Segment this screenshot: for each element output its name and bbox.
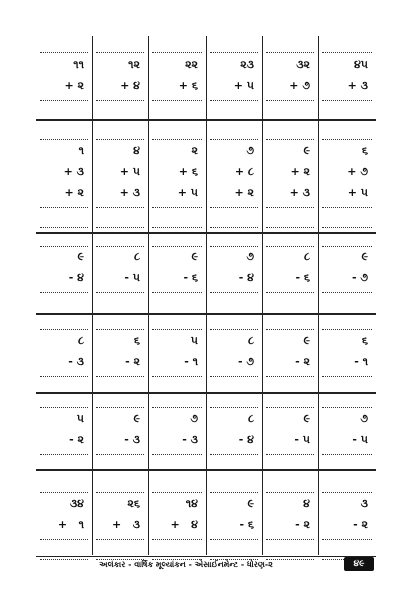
problem-operand: - ૩ — [182, 433, 198, 446]
problem-operand: + ૨ — [290, 165, 310, 178]
dotted-line — [210, 52, 258, 53]
dotted-line — [152, 329, 202, 330]
problem-operand: - ૩ — [124, 433, 140, 446]
answer-line — [40, 454, 88, 455]
answer-line — [152, 454, 202, 455]
problem-top-number: ૫ — [76, 412, 84, 425]
problem-top-number: ૩ — [360, 497, 368, 510]
problem-top-number: ૧૪ — [185, 497, 198, 510]
answer-line — [96, 376, 144, 377]
answer-line — [266, 539, 314, 540]
problem-operand: + ૨ — [64, 79, 84, 92]
problem-operand: - ૬ — [183, 271, 198, 284]
answer-line — [322, 539, 372, 540]
problem-top-number: ૬ — [361, 144, 368, 157]
footer-title: અલંકાર - વાર્ષિક મૂલ્યાંકન - એસાઈનમેન્ટ - ધોરણ-૨ — [99, 560, 273, 569]
problem-top-number: ૭ — [246, 144, 254, 157]
problem-operand: + ૫ — [119, 165, 140, 178]
dotted-line — [152, 492, 202, 493]
problem-operand: + ૩ — [347, 79, 368, 92]
dotted-line — [210, 329, 258, 330]
problem-top-number: ૮ — [303, 250, 310, 263]
answer-line — [40, 100, 88, 101]
dotted-line — [210, 407, 258, 408]
dotted-line — [322, 329, 372, 330]
dotted-line — [322, 246, 372, 247]
dotted-line — [210, 246, 258, 247]
problem-operand: + ૭ — [289, 79, 310, 92]
problem-top-number: ૬ — [133, 334, 140, 347]
dotted-line — [96, 407, 144, 408]
problem-operand: + ૭ — [347, 165, 368, 178]
problem-operand: + ૮ — [234, 165, 254, 178]
problem-operand: - ૧ — [354, 355, 368, 368]
dotted-line — [152, 52, 202, 53]
problem-operand: - ૪ — [238, 433, 254, 446]
answer-line — [152, 376, 202, 377]
answer-line — [96, 539, 144, 540]
answer-line — [210, 292, 258, 293]
answer-space-line — [152, 227, 202, 228]
problem-top-number: ૨૬ — [127, 497, 140, 510]
dotted-line — [152, 139, 202, 140]
problem-top-number: ૯ — [191, 250, 198, 263]
problem-top-number: ૪૫ — [353, 58, 368, 71]
problem-operand: + ૩ — [119, 186, 140, 199]
dotted-line — [210, 139, 258, 140]
problem-top-number: ૬ — [361, 334, 368, 347]
page-number-badge: ૪૯ — [344, 557, 374, 571]
dotted-line — [96, 246, 144, 247]
problem-top-number: ૪ — [303, 497, 310, 510]
answer-line — [152, 207, 202, 208]
problem-top-number: ૨૨ — [185, 58, 198, 71]
dotted-line — [266, 52, 314, 53]
answer-line — [40, 292, 88, 293]
dotted-line — [152, 246, 202, 247]
problem-top-number: ૪ — [133, 144, 140, 157]
dotted-line — [40, 52, 88, 53]
block-separator — [36, 119, 376, 121]
dotted-line — [40, 407, 88, 408]
problem-top-number: ૮ — [77, 334, 84, 347]
problem-operand: - ૨ — [69, 433, 84, 446]
problem-operand: + ૫ — [233, 79, 254, 92]
answer-line — [152, 100, 202, 101]
problem-top-number: ૩૨ — [296, 58, 310, 71]
problem-operand: - ૫ — [352, 433, 368, 446]
problem-operand: + ૪ — [170, 518, 198, 531]
dotted-line — [40, 246, 88, 247]
problem-operand: - ૫ — [294, 433, 310, 446]
problem-operand: + ૩ — [289, 186, 310, 199]
answer-line — [266, 376, 314, 377]
problem-operand: + ૬ — [178, 79, 198, 92]
dotted-line — [322, 139, 372, 140]
block-separator — [36, 232, 376, 234]
problem-top-number: ૫ — [190, 334, 198, 347]
dotted-line — [40, 492, 88, 493]
answer-space-line — [40, 227, 88, 228]
dotted-line — [322, 52, 372, 53]
problem-top-number: ૯ — [303, 334, 310, 347]
answer-line — [96, 454, 144, 455]
problem-operand: + ૨ — [64, 186, 84, 199]
problem-top-number: ૮ — [247, 412, 254, 425]
problem-operand: - ૫ — [124, 271, 140, 284]
dotted-line — [96, 329, 144, 330]
dotted-line — [96, 492, 144, 493]
dotted-line — [40, 139, 88, 140]
answer-line — [152, 539, 202, 540]
footer-rule — [36, 556, 376, 557]
problem-top-number: ૭ — [190, 412, 198, 425]
dotted-line — [266, 329, 314, 330]
problem-operand: + ૩ — [111, 518, 140, 531]
block-separator — [36, 392, 376, 394]
answer-line — [266, 454, 314, 455]
answer-line — [210, 207, 258, 208]
problem-top-number: ૯ — [303, 412, 310, 425]
answer-space-line — [266, 227, 314, 228]
problem-operand: - ૬ — [239, 518, 254, 531]
dotted-line — [96, 139, 144, 140]
answer-line — [266, 292, 314, 293]
answer-line — [210, 454, 258, 455]
problem-operand: + ૪ — [120, 79, 140, 92]
answer-line — [40, 539, 88, 540]
problem-top-number: ૯ — [303, 144, 310, 157]
answer-line — [266, 207, 314, 208]
answer-line — [152, 292, 202, 293]
dotted-line — [210, 492, 258, 493]
problem-operand: - ૭ — [237, 355, 254, 368]
answer-line — [322, 207, 372, 208]
column-divider — [148, 36, 149, 555]
problem-operand: - ૨ — [295, 518, 310, 531]
problem-operand: - ૩ — [68, 355, 84, 368]
problem-operand: + ૨ — [234, 186, 254, 199]
dotted-line — [266, 139, 314, 140]
problem-top-number: ૭ — [246, 250, 254, 263]
problem-operand: - ૭ — [351, 271, 368, 284]
answer-line — [96, 100, 144, 101]
problem-top-number: ૯ — [133, 412, 140, 425]
column-divider — [262, 36, 263, 555]
problem-operand: - ૨ — [125, 355, 140, 368]
problem-top-number: ૩૪ — [69, 497, 84, 510]
dotted-line — [266, 246, 314, 247]
problem-operand: - ૪ — [238, 271, 254, 284]
dotted-line — [266, 492, 314, 493]
answer-line — [322, 100, 372, 101]
dotted-line — [266, 407, 314, 408]
column-divider — [318, 36, 319, 555]
dotted-line — [40, 329, 88, 330]
problem-top-number: ૮ — [133, 250, 140, 263]
answer-line — [210, 376, 258, 377]
problem-top-number: ૮ — [247, 334, 254, 347]
problem-top-number: ૯ — [247, 497, 254, 510]
problem-operand: + ૧ — [57, 518, 84, 531]
answer-line — [322, 454, 372, 455]
problem-operand: - ૪ — [68, 271, 84, 284]
problem-top-number: ૨ — [191, 144, 198, 157]
problem-top-number: ૯ — [361, 250, 368, 263]
problem-top-number: ૧ — [78, 144, 84, 157]
problem-top-number: ૧૧ — [73, 58, 84, 71]
answer-line — [322, 292, 372, 293]
answer-line — [40, 207, 88, 208]
problem-operand: - ૨ — [295, 355, 310, 368]
answer-line — [322, 376, 372, 377]
block-separator — [36, 469, 376, 471]
problem-operand: - ૧ — [184, 355, 198, 368]
column-divider — [206, 36, 207, 555]
dotted-line — [96, 52, 144, 53]
problem-operand: + ૩ — [63, 165, 84, 178]
block-separator — [36, 313, 376, 315]
answer-line — [266, 100, 314, 101]
dotted-line — [152, 407, 202, 408]
answer-line — [40, 376, 88, 377]
answer-line — [210, 100, 258, 101]
dotted-line — [322, 407, 372, 408]
problem-operand: + ૫ — [177, 186, 198, 199]
problem-operand: - ૨ — [353, 518, 368, 531]
problem-operand: - ૬ — [295, 271, 310, 284]
problem-top-number: ૨૩ — [240, 58, 254, 71]
answer-space-line — [96, 227, 144, 228]
problem-top-number: ૭ — [360, 412, 368, 425]
dotted-line — [322, 492, 372, 493]
problem-top-number: ૯ — [77, 250, 84, 263]
problem-operand: + ૫ — [347, 186, 368, 199]
answer-line — [96, 292, 144, 293]
answer-space-line — [210, 227, 258, 228]
problem-operand: + ૬ — [178, 165, 198, 178]
answer-space-line — [322, 227, 372, 228]
column-divider — [92, 36, 93, 555]
answer-line — [96, 207, 144, 208]
answer-line — [210, 539, 258, 540]
problem-top-number: ૧૨ — [128, 58, 140, 71]
